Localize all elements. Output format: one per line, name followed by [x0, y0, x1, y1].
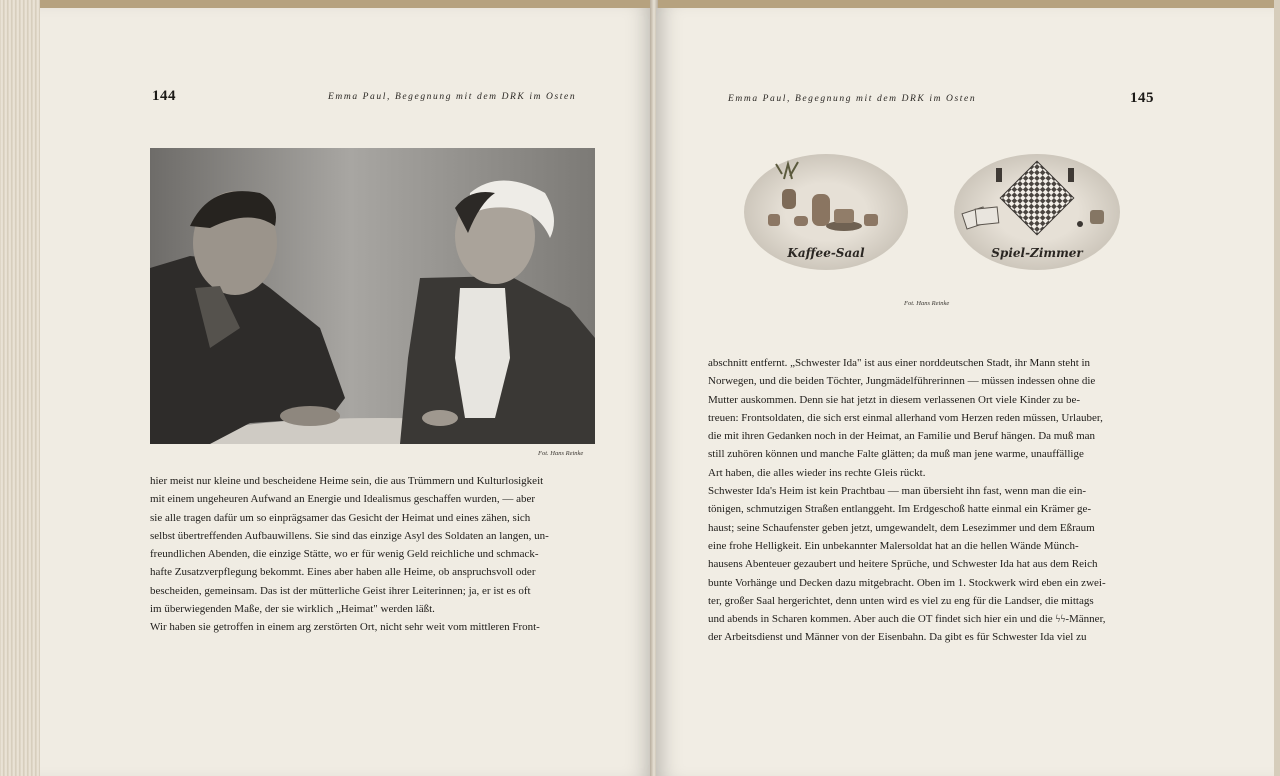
coffee-set-icon: [744, 154, 908, 244]
text-line: Wir haben sie getroffen in einem arg zerstörten Ort, nicht sehr weit vom mittleren Front-: [150, 621, 540, 634]
text-line: still zuhören können und manche Falte glätten; da muß man jene warme, unauffällige: [708, 448, 1084, 461]
page-number: 144: [152, 88, 176, 104]
text-line: eine frohe Helligkeit. Ein unbekannter Malersoldat hat an die hellen Wände Münch-: [708, 539, 1079, 552]
text-line: mit einem ungeheuren Aufwand an Energie und Idealismus geschaffen wurden, — aber: [150, 493, 536, 506]
right-page: [656, 8, 1276, 776]
text-line: bescheiden, gemeinsam. Das ist der mütterliche Geist ihrer Leiterinnen; ja, er ist es oft: [150, 584, 531, 597]
photo-credit: Fot. Hans Reinke: [904, 300, 950, 307]
text-line: hafte Zusatzverpflegung bekommt. Eines aber haben alle Heime, ob anspruchsvoll oder: [150, 566, 536, 579]
page-number: 145: [1130, 90, 1154, 106]
text-line: Schwester Ida's Heim ist kein Prachtbau — man übersieht ihn fast, wenn man die ein-: [708, 485, 1087, 498]
text-line: bunte Vorhänge und Decken dazu mitgebracht. Oben im 1. Stockwerk wird eben ein zwei-: [708, 576, 1106, 589]
text-line: tönigen, schmutzigen Straßen entlanggeht. Im Erdgeschoß hatte einmal ein Krämer ge-: [708, 503, 1092, 516]
text-line: und abends in Scharen kommen. Aber auch die OT findet sich hier ein und die ϟϟ-Männer,: [708, 613, 1106, 626]
text-line: sie alle tragen dafür um so einprägsamer das Gesicht der Heimat und eines zähen, sich: [150, 511, 531, 524]
sign-label: Kaffee-Saal: [787, 246, 865, 260]
text-line: im überwiegenden Maße, der sie wirklich „Heimat" werden läßt.: [150, 603, 435, 616]
text-line: hausens Abenteuer gezaubert und heitere Sprüche, und Schwester Ida hat aus dem Reich: [708, 558, 1098, 571]
checkerboard-icon: [954, 154, 1120, 244]
body-text-left: [150, 472, 596, 637]
sign-spiel-zimmer: [954, 154, 1120, 270]
text-line: hier meist nur kleine und bescheidene Heime sein, die aus Trümmern und Kulturlosigkeit: [150, 475, 544, 487]
text-line: haust; seine Schaufenster geben jetzt, umgewandelt, dem Lesezimmer und dem Eßraum: [708, 521, 1095, 534]
running-head: Emma Paul, Begegnung mit dem DRK im Osten: [328, 92, 577, 102]
left-page: [40, 8, 652, 776]
book-edge-left: [0, 0, 40, 776]
text-line: abschnitt entfernt. „Schwester Ida" ist aus einer norddeutschen Stadt, ihr Mann steht in: [708, 357, 1091, 369]
text-line: Norwegen, und die beiden Töchter, Jungmädelführerinnen — müssen indessen ohne die: [708, 375, 1096, 388]
text-line: selbst übertreffenden Aufbauwillens. Sie sind das einzige Asyl des Soldaten an langen, un-: [150, 529, 549, 542]
book-edge-right: [1274, 0, 1280, 776]
text-line: die mit ihren Gedanken noch in der Heimat, an Familie und Beruf hängen. Da muß man: [708, 430, 1096, 443]
sign-label: Spiel-Zimmer: [991, 246, 1083, 260]
text-line: der Arbeitsdienst und Männer von der Eisenbahn. Da gibt es für Schwester Ida viel zu: [708, 631, 1087, 644]
photo-credit: Fot. Hans Reinke: [538, 450, 584, 457]
sign-kaffee-saal: [744, 154, 908, 270]
text-line: treuen: Frontsoldaten, die sich erst einmal allerhand vom Herzen reden müssen, Urlauber,: [708, 411, 1103, 424]
photo-illustration: [150, 148, 595, 444]
text-line: Art haben, die alles wieder ins rechte Gleis rückt.: [708, 466, 926, 479]
photo-soldier-and-nurse: [150, 148, 595, 444]
text-line: freundlichen Abenden, die einzige Stätte, wo er für wenig Geld reichliche und schmack-: [150, 548, 539, 561]
body-text-right: [708, 354, 1154, 647]
text-line: Mutter auskommen. Denn sie hat jetzt in diesem verlassenen Ort viele Kinder zu be-: [708, 393, 1081, 406]
running-head: Emma Paul, Begegnung mit dem DRK im Osten: [728, 94, 977, 104]
text-line: ter, großer Saal hergerichtet, denn unten wird es viel zu eng für die Landser, die mittags: [708, 594, 1094, 607]
